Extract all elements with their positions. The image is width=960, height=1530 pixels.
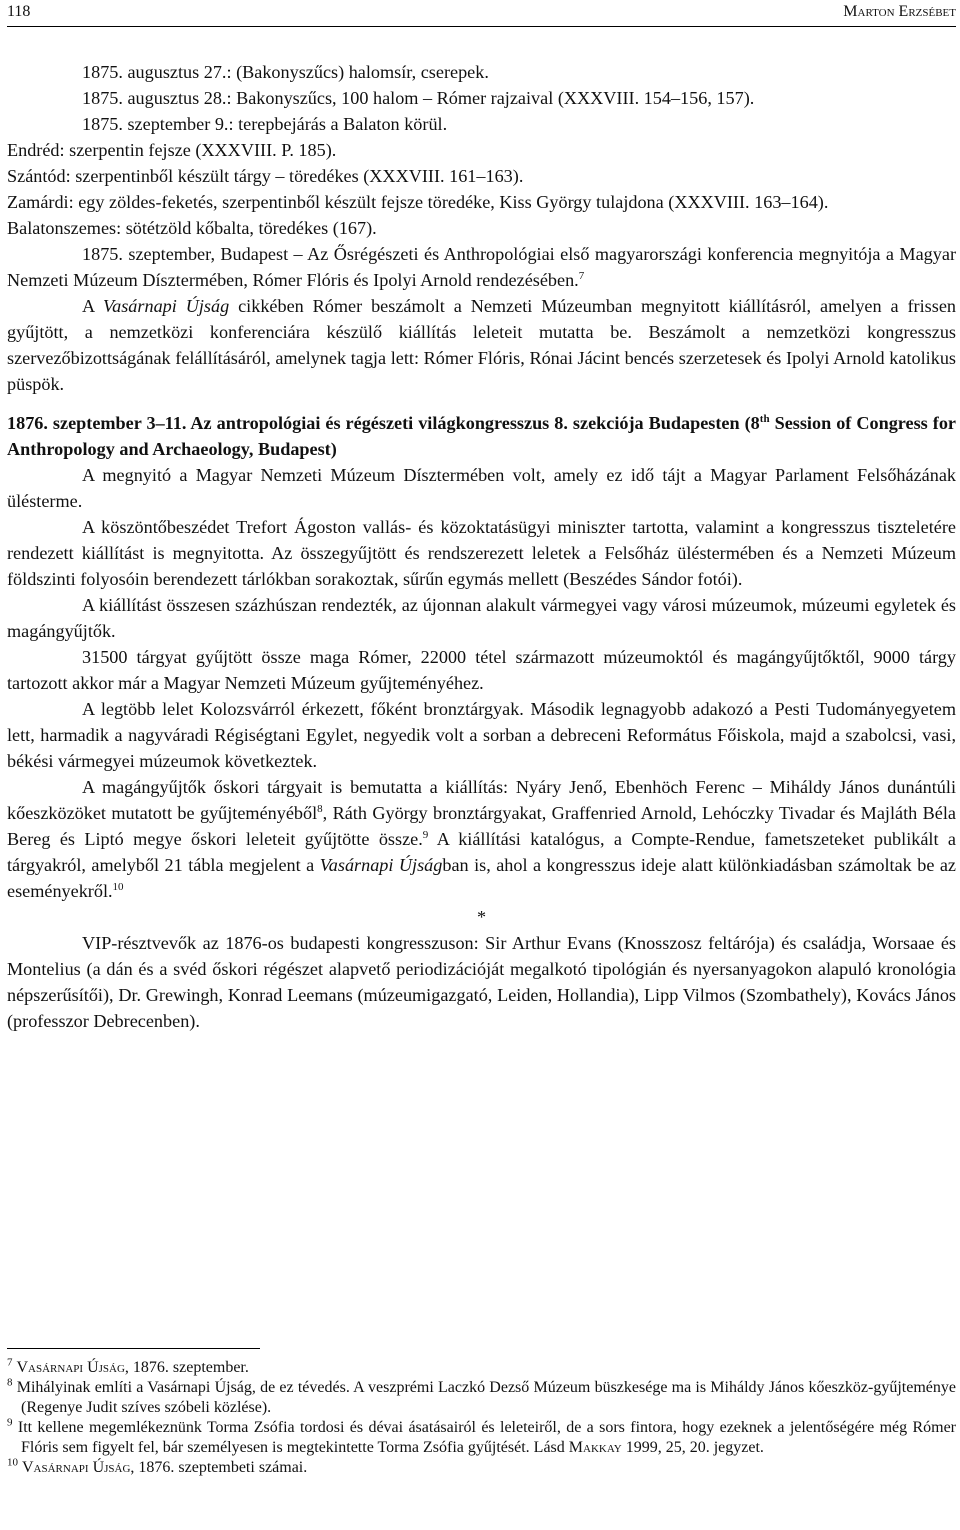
- footnote-number: 10: [7, 1456, 18, 1469]
- footnote-ref: 8: [317, 802, 323, 815]
- paragraph: A kiállítást összesen százhúszan rendezték, az újonnan alakult vármegyei vagy városi múzeumok, múzeumi egyletek és magángyűjtők.: [7, 595, 956, 641]
- footnote-text: Mihályinak említi a Vasárnapi Újság, de ez tévedés. A veszprémi Laczkó Dezső Múzeum büszkesége ma is Miháldy János kőeszköz-gyűjteménye (Regenye Judit szíves szóbeli közlése).: [16, 1379, 956, 1416]
- page-header: [7, 0, 956, 27]
- journal-title: Vasárnapi Újság: [319, 855, 443, 875]
- footnote-8: [7, 1378, 956, 1418]
- heading-superscript: th: [759, 412, 770, 425]
- footnotes: [7, 1358, 956, 1478]
- paragraph-text: A magángyűjtők őskori tárgyait is bemutatta a kiállítás: Nyáry Jenő, Ebenhöch Ferenc – Miháldy János dunántúli kőeszközöket mutatott be gyűjteményéből: [7, 777, 956, 823]
- paragraph-text: A kiállítási katalógus, a Compte-Rendue, fametszeteket publikált a tárgyakról, amelyből 21 tábla megjelent a: [7, 829, 957, 875]
- book-page: [7, 0, 956, 1530]
- paragraph-vasarnapi: [7, 293, 956, 397]
- footnote-ref: 9: [422, 828, 429, 841]
- paragraph: A megnyitó a Magyar Nemzeti Múzeum Dísztermében volt, amely ez idő tájt a Magyar Parlament Felsőházának ülésterme.: [7, 465, 956, 511]
- page-number: 118: [7, 3, 31, 20]
- section-heading: [7, 410, 956, 462]
- footnote-ref: 10: [112, 880, 124, 893]
- running-head-author: Marton Erzsébet: [843, 3, 956, 20]
- journal-title: Vasárnapi Újság: [103, 296, 230, 316]
- footnote-9: [7, 1418, 956, 1458]
- footnote-10: [7, 1458, 956, 1478]
- footnote-7: [7, 1358, 956, 1378]
- footnote-text: Itt kellene megemlékeznünk Torma Zsófia tordosi és dévai ásatásairól és leleteiről, de a sors fintora, hogy ezeknek a jelentőségére még Rómer Flóris sem figyelt fel, bár személyesen is megtekintette Torma Zsófia gyűjtését. Lásd: [17, 1419, 957, 1456]
- paragraph: 31500 tárgyat gyűjtött össze maga Rómer, 22000 tétel származott múzeumoktól és magángyűjtőktől, 9000 tárgy tartozott akkor már a Magyar Nemzeti Múzeum gyűjteményéhez.: [7, 647, 956, 693]
- list-item: 1875. augusztus 28.: Bakonyszűcs, 100 halom – Rómer rajzaival (XXXVIII. 154–156, 157).: [82, 88, 755, 108]
- footnote-text: 1999, 25, 20. jegyzet.: [621, 1439, 764, 1456]
- journal-title: Vasárnapi Újság: [16, 1359, 125, 1376]
- heading-text: Session of Congress for Anthropology and Archaeology, Budapest): [7, 413, 956, 459]
- heading-text: 1876. szeptember 3–11. Az antropológiai és régészeti világkongresszus 8. szekciója Budapesten (8: [7, 413, 760, 433]
- paragraph-text: 1875. szeptember, Budapest – Az Ősrégészeti és Anthropológiai első magyarországi konferencia megnyitója a Magyar Nemzeti Múzeum Dísztermében, Rómer Flóris és Ipolyi Arnold rendezésében.: [7, 244, 956, 290]
- footnote-divider: [7, 1348, 260, 1349]
- paragraph-text: cikkében Rómer beszámolt a Nemzeti Múzeumban megnyitott kiállításról, amelyen a frissen gyűjtött, a nemzetközi konferenciára készülő kiállítás leleteit mutatta be. Beszámolt a nemzetközi kongresszus szervezőbizottságának felállításáról, amelynek tagja lett: Rómer Flóris, Rónai Jácint bencés szerzetesek és Ipolyi Arnold katolikus püspök.: [7, 296, 956, 394]
- list-item: 1875. szeptember 9.: terepbejárás a Balaton körül.: [82, 114, 448, 134]
- footnote-number: 9: [7, 1416, 13, 1429]
- footnote-number: 8: [7, 1376, 13, 1389]
- paragraph-collectors: [7, 774, 956, 904]
- paragraph-text: A: [82, 296, 104, 316]
- footnote-ref: 7: [578, 269, 585, 282]
- paragraph-text: ban is, ahol a kongresszus ideje alatt különkiadásban számoltak be az eseményekről.: [7, 855, 956, 901]
- footnote-text: , 1876. szeptembeti számai.: [130, 1459, 308, 1476]
- footnote-number: 7: [7, 1356, 13, 1369]
- list-item: Endréd: szerpentin fejsze (XXXVIII. P. 185).: [7, 140, 337, 160]
- paragraph: A legtöbb lelet Kolozsvárról érkezett, főként bronztárgyak. Második legnagyobb adakozó a Pesti Tudományegyetem lett, harmadik a nagyváradi Régiségtani Egylet, negyedik volt a sorban a debreceni Református Főiskola, majd a szabolcsi, vasi, békési vármegyei múzeumok következtek.: [7, 699, 956, 771]
- section-separator: *: [476, 907, 487, 927]
- list-item: Szántód: szerpentinből készült tárgy – töredékes (XXXVIII. 161–163).: [7, 166, 524, 186]
- footnote-text: , 1876. szeptember.: [124, 1359, 249, 1376]
- list-item: Balatonszemes: sötétzöld kőbalta, töredékes (167).: [7, 218, 377, 238]
- author-name: Makkay: [568, 1439, 622, 1456]
- paragraph-conference-1875: [7, 241, 956, 293]
- journal-title: Vasárnapi Újság: [22, 1459, 131, 1476]
- paragraph-vip: VIP-résztvevők az 1876-os budapesti kongresszuson: Sir Arthur Evans (Knosszosz feltárója) és családja, Worsaae és Montelius (a dán és a svéd őskori régészet alapvető periodizációját megalkotó tipológián és nyersanyagokon alapuló kronológia népszerűsítői), Dr. Grewingh, Konrad Leemans (múzeumigazgató, Leiden, Hollandia), Lipp Vilmos (Szombathely), Kovács János (professzor Debrecenben).: [7, 933, 956, 1031]
- main-text: [7, 59, 956, 1034]
- paragraph: A köszöntőbeszédet Trefort Ágoston vallás- és közoktatásügyi miniszter tartotta, valamint a kongresszus tiszteletére rendezett kiállítást is megnyitotta. Az összegyűjtött és rendszerezett leletek a Felsőház üléstermében és a Nemzeti Múzeum földszinti folyosóin berendezett tárlókban sorakoztak, sűrűn egymás mellett (Beszédes Sándor fotói).: [7, 517, 956, 589]
- paragraph-text: , Ráth György bronztárgyakat, Graffenried Arnold, Lehóczky Tivadar és Majláth Béla Bereg és Liptó megye őskori leleteit gyűjtötte össze.: [7, 803, 956, 849]
- list-item: 1875. augusztus 27.: (Bakonyszűcs) halomsír, cserepek.: [82, 62, 489, 82]
- list-item: Zamárdi: egy zöldes-feketés, szerpentinből készült fejsze töredéke, Kiss György tulajdona (XXXVIII. 163–164).: [7, 192, 829, 212]
